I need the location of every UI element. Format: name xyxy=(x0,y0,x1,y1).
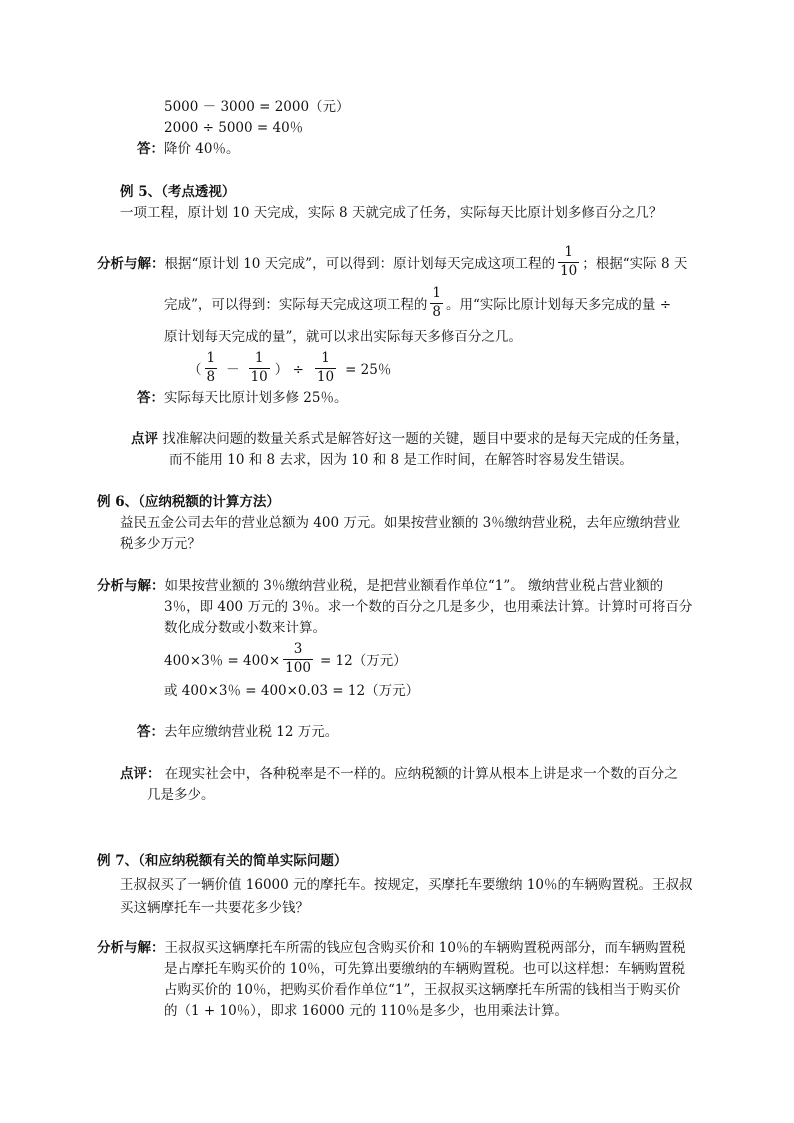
example-6-comment-line-1 xyxy=(120,764,678,784)
calc-symbol: （ xyxy=(188,362,202,378)
answer-text: 去年应缴纳营业税 12 万元。 xyxy=(164,724,339,740)
calc-line: 5000 － 3000 = 2000（元） xyxy=(164,99,350,115)
answer xyxy=(137,388,347,408)
fraction xyxy=(283,643,313,675)
example-7-analysis-line-4: 的（1 + 10％），即求 16000 元的 110％是多少，也用乘法计算。 xyxy=(164,1003,568,1019)
calc-result: = 12（万元） xyxy=(319,653,407,669)
example-6-heading: 例 6、（应纳税额的计算方法） xyxy=(97,494,280,510)
analysis-text: 王叔叔买这辆摩托车所需的钱应包含购买价和 10％的车辆购置税两部分，而车辆购置税 xyxy=(164,940,686,956)
denominator: 8 xyxy=(432,303,441,320)
numerator: 1 xyxy=(558,246,579,263)
answer-text: 实际每天比原计划多修 25％。 xyxy=(164,390,348,406)
fraction xyxy=(558,246,579,278)
example-6-comment-line-2: 几是多少。 xyxy=(147,787,215,803)
analysis-text: 完成”，可以得到：实际每天完成这项工程的 xyxy=(164,297,428,313)
example-5-calculation xyxy=(188,348,391,388)
numerator: 1 xyxy=(315,352,336,369)
example-5-problem: 一项工程，原计划 10 天完成，实际 8 天就完成了任务，实际每天比原计划多修百分之几？ xyxy=(120,205,663,221)
calc-text: 400×3％ = 400× xyxy=(164,653,281,669)
example-7-problem-line-1: 王叔叔买了一辆价值 16000 元的摩托车。按规定，买摩托车要缴纳 10％的车辆购置税。王叔叔 xyxy=(120,877,693,893)
answer-label: 答： xyxy=(137,724,164,740)
numerator: 1 xyxy=(430,287,443,304)
fraction xyxy=(430,287,443,319)
calc-symbol: ） ÷ xyxy=(274,362,304,378)
example-7-analysis-line-3: 占购买价的 10％，把购买价看作单位“1”，王叔叔买这辆摩托车所需的钱相当于购买价 xyxy=(164,982,681,998)
comment-text: 找准解决问题的数量关系式是解答好这一题的关键，题目中要求的是每天完成的任务量， xyxy=(162,431,689,447)
calc-line: 2000 ÷ 5000 = 40％ xyxy=(164,120,304,136)
answer-text: 降价 40％。 xyxy=(164,141,240,157)
example-5-heading: 例 5、（考点透视） xyxy=(120,184,236,200)
example-5-comment-line-1 xyxy=(131,429,689,449)
example-5-analysis-line-2 xyxy=(164,285,671,321)
fraction xyxy=(315,352,336,384)
example-6-analysis-line-3: 数化成分数或小数来计算。 xyxy=(164,620,326,636)
example-6-analysis-line-1 xyxy=(97,576,663,596)
calc-result: = 25％ xyxy=(345,362,392,378)
comment-label: 点评： xyxy=(120,766,161,782)
analysis-text: 如果按营业额的 3％缴纳营业税，是把营业额看作单位“1”。 缴纳营业税占营业额的 xyxy=(164,578,664,594)
answer xyxy=(137,722,338,742)
analysis-label: 分析与解： xyxy=(97,578,165,594)
example-5-analysis-line-3: 原计划每天完成的量”，就可以求出实际每天多修百分之几。 xyxy=(164,329,522,345)
answer xyxy=(137,139,239,159)
analysis-label: 分析与解： xyxy=(97,256,165,272)
example-6-problem-line-2: 税多少万元？ xyxy=(120,536,201,552)
numerator: 3 xyxy=(283,643,313,660)
example-7-problem-line-2: 买这辆摩托车一共要花多少钱？ xyxy=(120,900,309,916)
example-7-heading: 例 7、（和应纳税额有关的简单实际问题） xyxy=(97,853,348,869)
denominator: 10 xyxy=(316,368,335,385)
analysis-text: 。用“实际比原计划每天多完成的量 ÷ xyxy=(446,297,672,313)
denominator: 10 xyxy=(560,262,578,279)
answer-label: 答： xyxy=(137,390,164,406)
example-6-calculation-2: 或 400×3％ = 400×0.03 = 12（万元） xyxy=(164,683,420,699)
denominator: 10 xyxy=(250,368,268,385)
example-6-calculation-1 xyxy=(164,640,407,678)
numerator: 1 xyxy=(205,352,218,369)
example-7-analysis-line-1 xyxy=(97,938,685,958)
comment-text: 在现实社会中，各种税率是不一样的。应纳税额的计算从根本上讲是求一个数的百分之 xyxy=(164,766,678,782)
example-7-analysis-line-2: 是占摩托车购买价的 10％，可先算出要缴纳的车辆购置税。也可以这样想：车辆购置税 xyxy=(164,961,685,977)
analysis-text: 根据“原计划 10 天完成”，可以得到：原计划每天完成这项工程的 xyxy=(164,256,556,272)
denominator: 8 xyxy=(206,368,216,385)
analysis-text: ；根据“实际 8 天 xyxy=(582,256,688,272)
comment-label: 点评 xyxy=(131,431,158,447)
numerator: 1 xyxy=(249,352,270,369)
answer-label: 答： xyxy=(137,141,164,157)
calc-symbol: － xyxy=(226,362,240,378)
fraction xyxy=(249,352,270,384)
example-6-analysis-line-2: 3％，即 400 万元的 3％。求一个数的百分之几是多少，也用乘法计算。计算时可将百分 xyxy=(164,599,693,615)
analysis-label: 分析与解： xyxy=(97,940,165,956)
denominator: 100 xyxy=(285,659,311,676)
example-5-analysis-line-1 xyxy=(97,244,687,280)
example-6-problem-line-1: 益民五金公司去年的营业总额为 400 万元。如果按营业额的 3％缴纳营业税，去年应缴纳营业 xyxy=(120,515,681,531)
example-5-comment-line-2: 而不能用 10 和 8 去求，因为 10 和 8 是工作时间，在解答时容易发生错误。 xyxy=(169,452,633,468)
fraction xyxy=(205,352,218,384)
